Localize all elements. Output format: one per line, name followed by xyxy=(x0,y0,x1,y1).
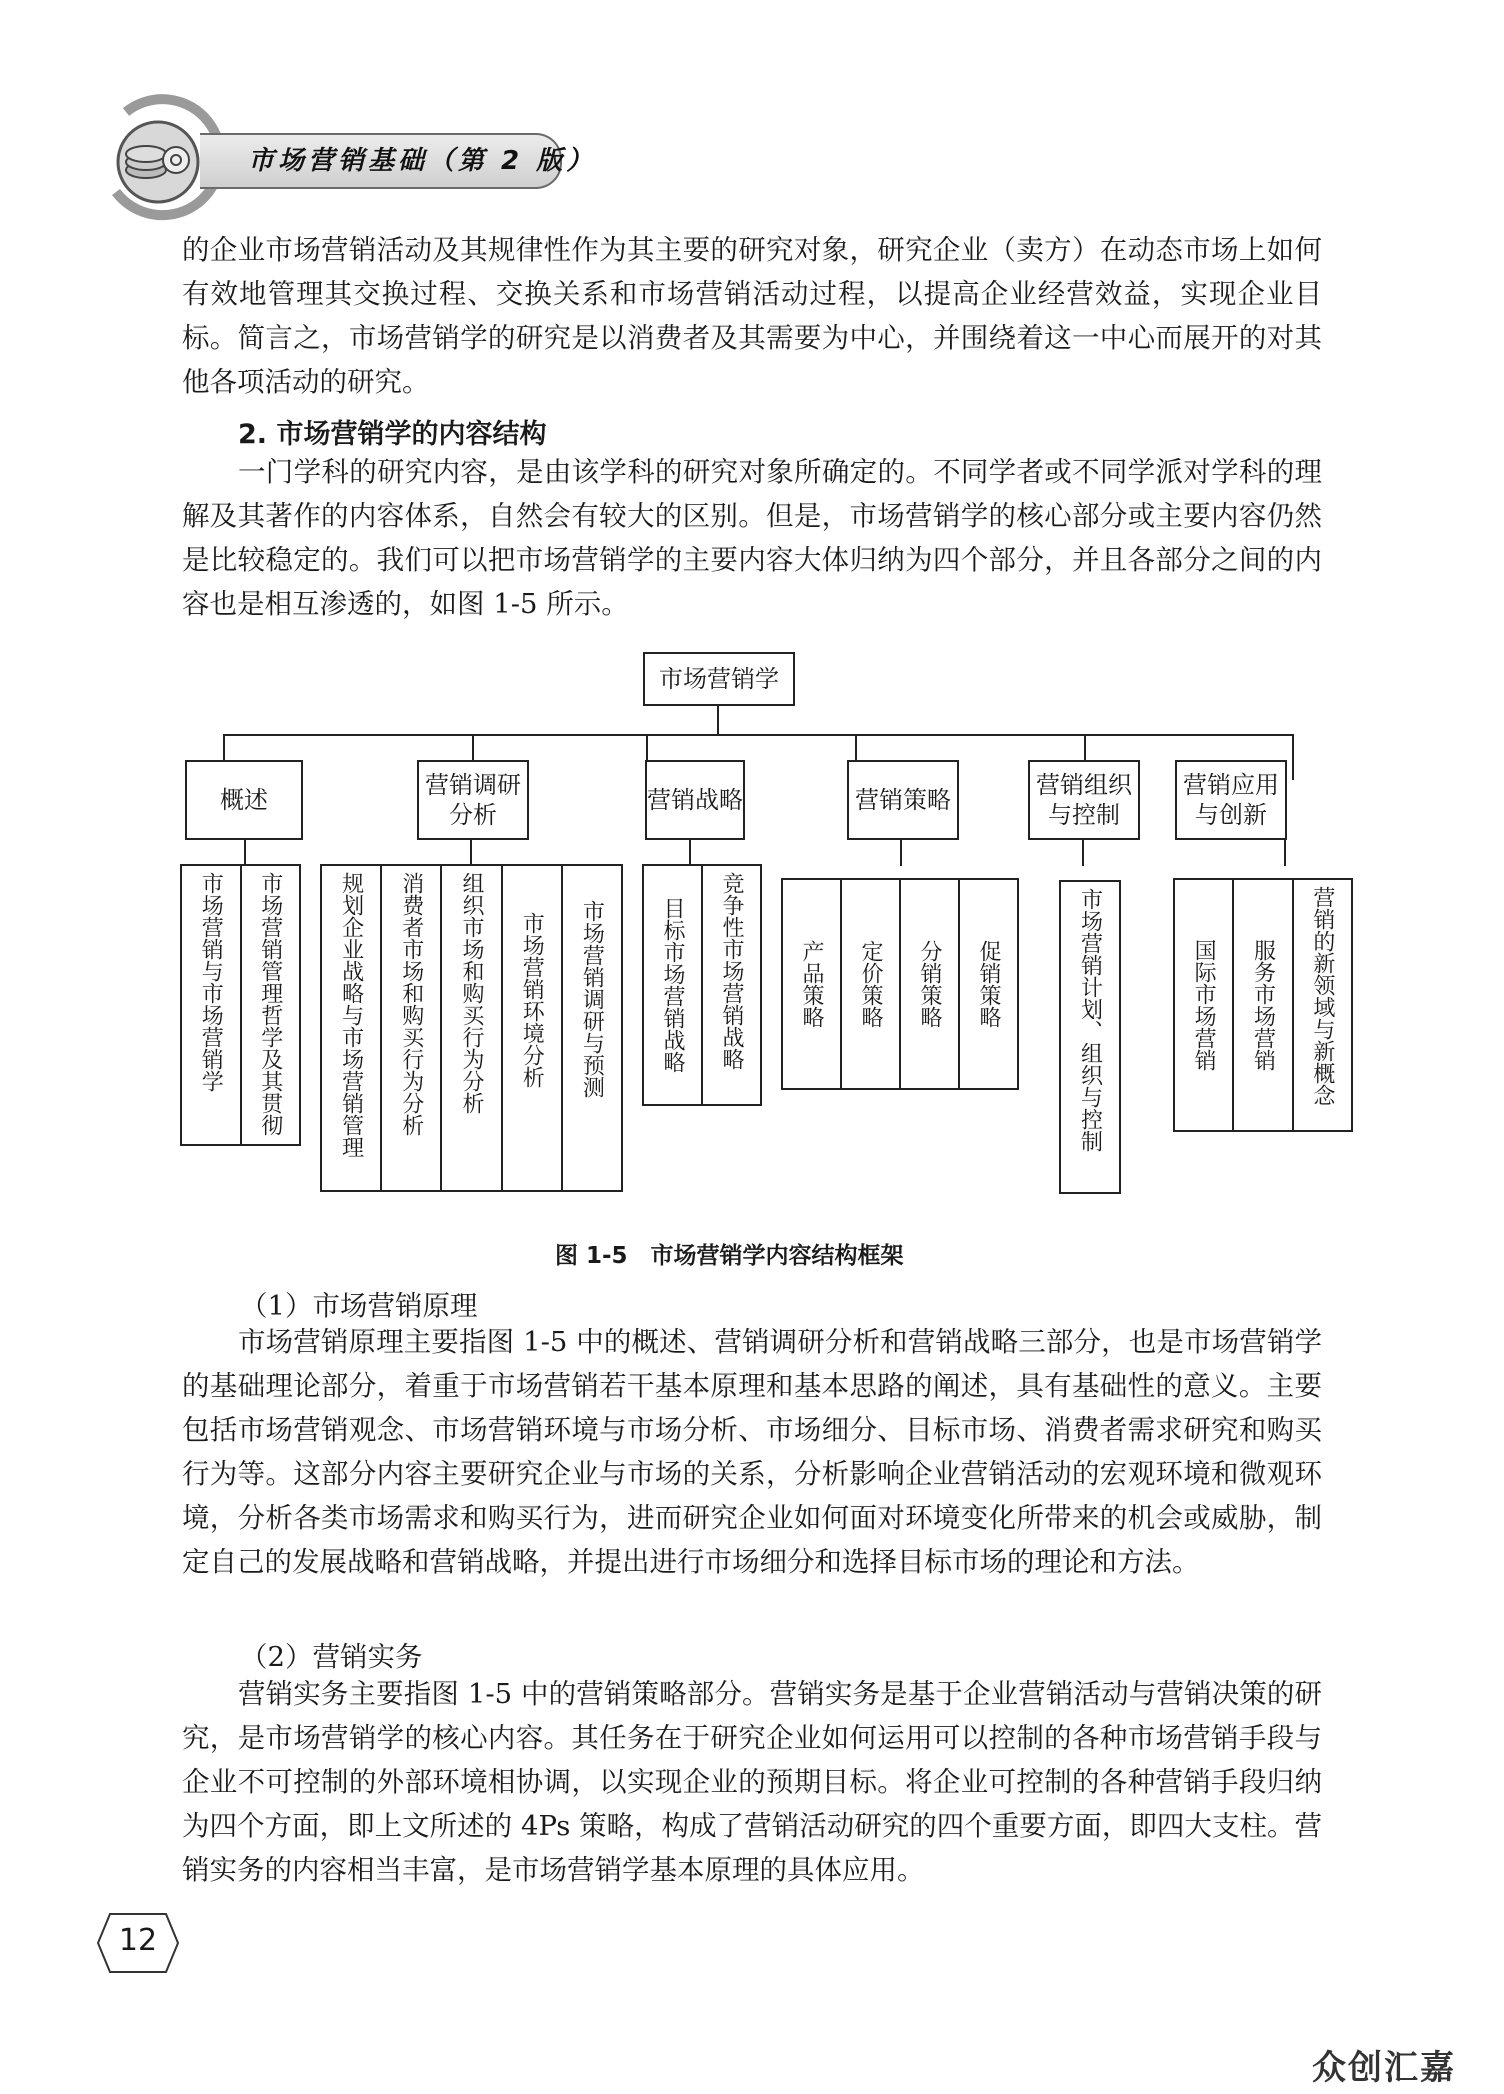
leaf-item: 竞争性市场营销战略 xyxy=(701,866,760,1104)
leaf-item: 消费者市场和购买行为分析 xyxy=(380,866,440,1190)
item-heading-1: （1）市场营销原理 xyxy=(240,1290,478,1322)
leaf-item: 营销的新领域与新概念 xyxy=(1292,880,1351,1130)
leaf-item: 组织市场和购买行为分析 xyxy=(440,866,500,1190)
paragraph-4: 营销实务主要指图 1-5 中的营销策略部分。营销实务是基于企业营销活动与营销决策的研究，是市场营销学的核心内容。其任务在于研究企业如何运用可以控制的各种市场营销手段与企业不可控制的外部环境相协调，以实现企业的预期目标。将企业可控制的各种营销手段归纳为四个方面，即上文所述的 4Ps 策略，构成了营销活动研究的四个重要方面，即四大支柱。营销实务的内容相当丰富，是市场营销学基本原理的具体应用。 xyxy=(182,1678,1322,1886)
leaf-item: 服务市场营销 xyxy=(1232,880,1291,1130)
page-number: 12 xyxy=(118,1923,158,1958)
leaf-item: 分销策略 xyxy=(899,880,958,1088)
figure-caption: 图 1-5 市场营销学内容结构框架 xyxy=(555,1243,904,1269)
watermark: 众创汇嘉 xyxy=(1312,2048,1456,2088)
leaf-item: 规划企业战略与市场营销管理 xyxy=(338,872,364,1158)
category-organization-control: 营销组织 与控制 xyxy=(1028,760,1140,840)
leaf-group-tactics xyxy=(781,878,1019,1090)
book-title: 市场营销基础（第 2 版） xyxy=(248,146,597,176)
category-research-analysis: 营销调研 分析 xyxy=(417,760,529,840)
paragraph-3: 市场营销原理主要指图 1-5 中的概述、营销调研分析和营销战略三部分，也是市场营销学的基础理论部分，着重于市场营销若干基本原理和基本思路的阐述，具有基础性的意义。主要包括市场营销观念、市场营销环境与市场分析、市场细分、目标市场、消费者需求研究和购买行为等。这部分内容主要研究企业与市场的关系，分析影响企业营销活动的宏观环境和微观环境，分析各类市场需求和购买行为，进而研究企业如何面对环境变化所带来的机会或威胁，制定自己的发展战略和营销战略，并提出进行市场细分和选择目标市场的理论和方法。 xyxy=(182,1326,1322,1578)
paragraph-1: 的企业市场营销活动及其规律性作为其主要的研究对象，研究企业（卖方）在动态市场上如何有效地管理其交换过程、交换关系和市场营销活动过程，以提高企业经营效益，实现企业目标。简言之，市场营销学的研究是以消费者及其需要为中心，并围绕着这一中心而展开的对其他各项活动的研究。 xyxy=(182,234,1322,398)
leaf-group-overview xyxy=(180,864,301,1146)
leaf-item: 市场营销计划、组织与控制 xyxy=(1077,888,1103,1152)
leaf-group-application-innovation xyxy=(1173,878,1353,1132)
leaf-item: 产品策略 xyxy=(799,940,824,1028)
leaf-group-strategy xyxy=(642,864,762,1106)
leaf-group-organization-control xyxy=(1059,880,1121,1194)
item-heading-2: （2）营销实务 xyxy=(240,1641,423,1673)
category-tactics: 营销策略 xyxy=(847,760,959,840)
content-structure-diagram xyxy=(170,650,1350,1225)
section-heading: 2. 市场营销学的内容结构 xyxy=(238,419,547,450)
leaf-item: 市场营销与市场营销学 xyxy=(198,872,224,1092)
leaf-item: 市场营销环境分析 xyxy=(501,866,561,1190)
leaf-item: 市场营销调研与预测 xyxy=(561,866,621,1190)
leaf-item: 促销策略 xyxy=(958,880,1017,1088)
category-strategy: 营销战略 xyxy=(645,760,745,840)
leaf-group-research-analysis xyxy=(320,864,623,1192)
leaf-item: 定价策略 xyxy=(840,880,899,1088)
diagram-root: 市场营销学 xyxy=(643,652,795,706)
leaf-item: 国际市场营销 xyxy=(1191,939,1217,1071)
paragraph-2: 一门学科的研究内容，是由该学科的研究对象所确定的。不同学者或不同学派对学科的理解及其著作的内容体系，自然会有较大的区别。但是，市场营销学的核心部分或主要内容仍然是比较稳定的。我们可以把市场营销学的主要内容大体归纳为四个部分，并且各部分之间的内容也是相互渗透的，如图 1-5 所示。 xyxy=(182,456,1322,620)
category-application-innovation: 营销应用 与创新 xyxy=(1175,760,1287,840)
category-overview: 概述 xyxy=(185,760,303,840)
leaf-item: 市场营销管理哲学及其贯彻 xyxy=(240,866,300,1144)
leaf-item: 目标市场营销战略 xyxy=(660,897,685,1073)
